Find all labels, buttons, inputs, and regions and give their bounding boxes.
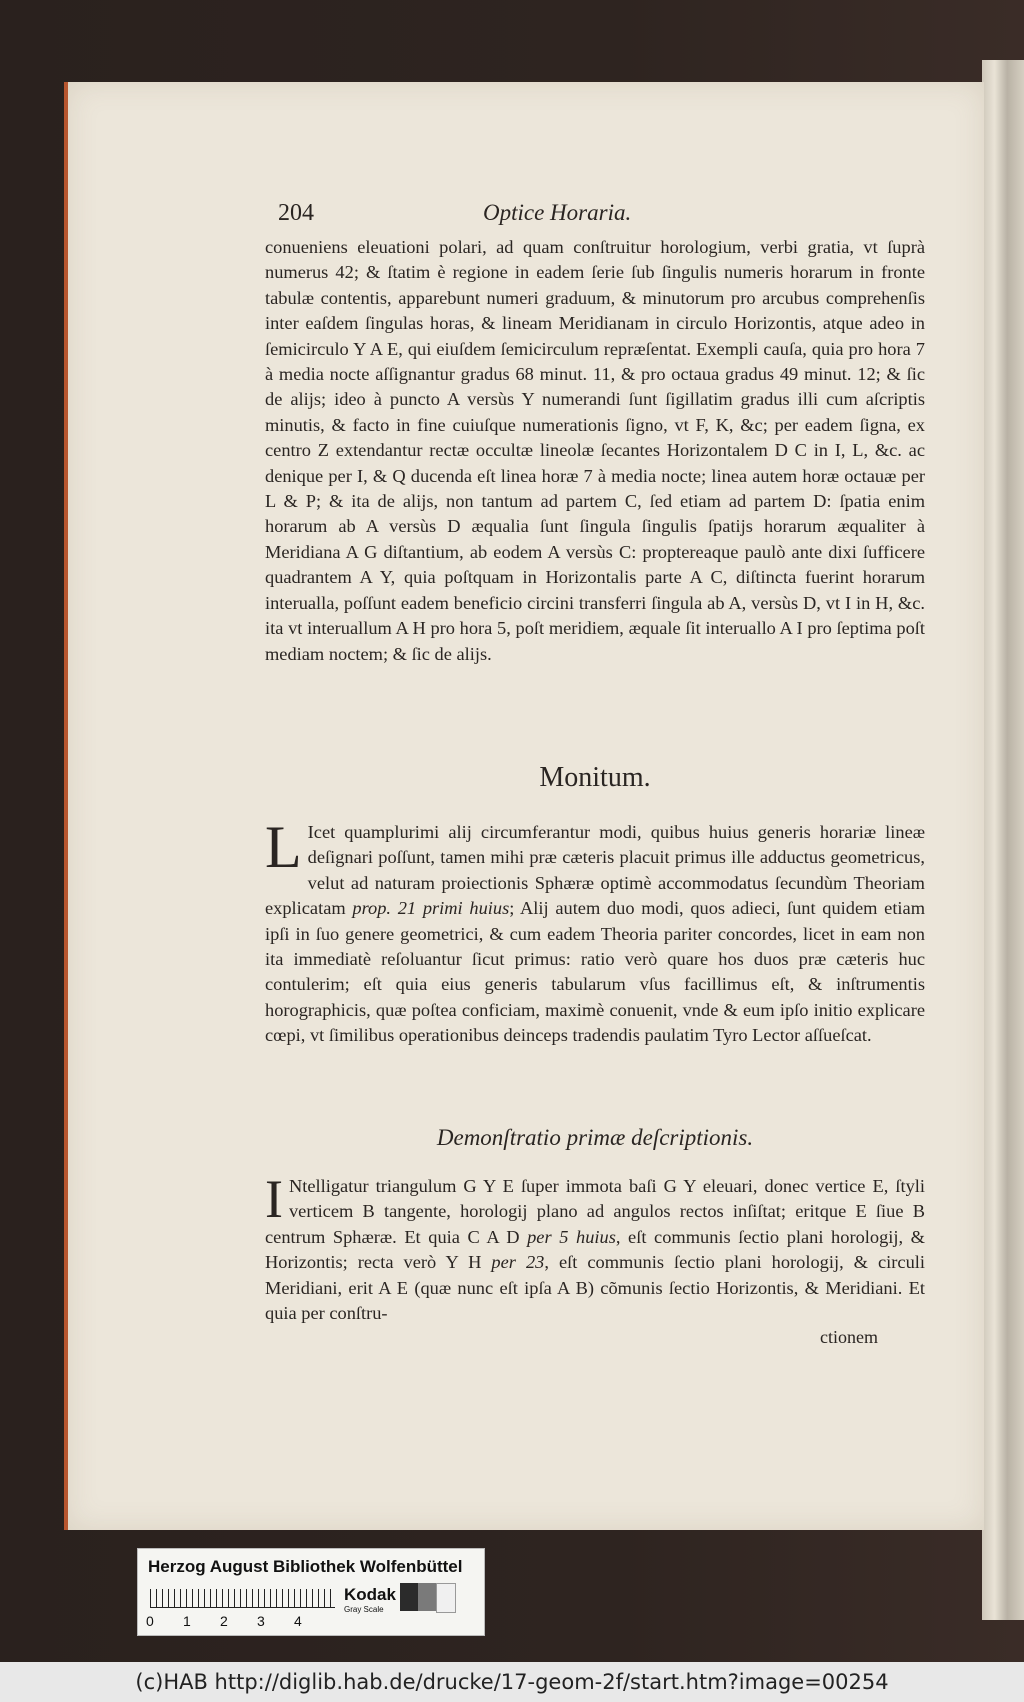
demonstratio-text-1: Ntelligatur triangulum G Y E ſuper immota baſi G Y eleuari, donec vertice E, ſtyli verticem B tangente, horologij plano ad angulos rectos inſiſtat; eritque E ſiue B centrum Sphæræ. Et quia C A D <box>265 1176 925 1247</box>
footer-text: (c)HAB http://diglib.hab.de/drucke/17-geom-2f/start.htm?image=00254 <box>135 1670 889 1694</box>
paragraph-tabula <box>265 235 925 667</box>
demonstratio-text-2: , eſt communis ſectio plani horologij, & Horizontis; recta verò Y H <box>265 1226 925 1273</box>
gray-swatch <box>418 1583 436 1611</box>
adjacent-pages-edge <box>982 60 1024 1620</box>
ruler-number: 0 <box>146 1613 154 1629</box>
library-name: Herzog August Bibliothek Wolfenbüttel <box>148 1557 463 1576</box>
paragraph-demonstratio <box>265 1169 925 1326</box>
library-color-label <box>137 1548 485 1636</box>
gray-swatch <box>436 1583 456 1613</box>
scale-ruler <box>150 1589 335 1608</box>
demonstratio-text-3: , eſt communis ſectio plani horologij, & circuli Meridiani, erit A E (quæ nunc eſt ipſa A B) cõmunis ſectio Horizontis, & Meridiani. Et quia per conſtru- <box>265 1252 925 1324</box>
paragraph-monitum <box>265 814 926 1049</box>
monitum-heading: Monitum. <box>539 762 651 793</box>
gray-scale-label: Gray Scale <box>344 1605 384 1614</box>
catchword: ctionem <box>820 1327 878 1347</box>
dropcap-l: L <box>265 814 302 880</box>
paragraph-text: conueniens eleuationi polari, ad quam conſtruitur horologium, verbi gratia, vt ſuprà numerus 42; & ſtatim è regione in eadem ſerie ſub ſingulis numeris horarum in fronte tabulæ contentis, apparebunt numeri graduum, & minutorum pro arcubus comprehenſis inter eaſdem ſingulas horas, & lineam Meridianam in circulo Horizontis, atque adeo in ſemicirculo Y A E, qui eiuſdem ſemicirculum repræſentat. Exempli cauſa, quia pro hora 7 à media nocte aſſignantur gradus 68 minut. 11, & pro octaua gradus 49 minut. 12; & ſic de alijs; ideo à puncto A versùs Y numerandi ſunt ſigillatim gradus illi cum aſcriptis minutis, & facto in fine cuiuſque numerationis ſigno, vt F, K, &c; per eadem ſigna, ex centro Z extendantur rectæ occultæ lineolæ ſecantes Horizontalem D C in I, L, &c. ac denique per I, & Q ducenda eſt linea horæ 7 à media nocte; linea autem horæ octauæ per L & P; & ita de alijs, non tantum ad partem C, ſed etiam ad partem D: ſpatia enim horarum ab A versùs D æqualia ſunt ſingula ſingulis ſpatijs horarum æqualiter à Meridiana A G diſtantium, ab eodem A versùs C: proptereaque paulò ante dixi ſufficere quadrantem A Y, quia poſtquam in Horizontalis parte A C, diſtincta fuerint horarum interualla, poſſunt eadem beneficio circini transferri ſingula ab A, versùs D, vt I in H, &c. ita vt interuallum A H pro hora 5, poſt meridiem, æquale ſit interuallo A I pro ſeptima poſt mediam noctem; & ſic de alijs. <box>265 237 925 664</box>
running-title: Optice Horaria. <box>483 200 632 225</box>
page-number: 204 <box>278 200 314 226</box>
ruler-number: 3 <box>257 1613 265 1629</box>
ruler-number: 2 <box>220 1613 228 1629</box>
ruler-number: 4 <box>294 1613 302 1629</box>
demonstratio-heading: Demonſtratio primæ deſcriptionis. <box>436 1125 754 1150</box>
dropcap-i: I <box>265 1169 283 1229</box>
gray-swatch <box>400 1583 418 1611</box>
monitum-text-2: ; Alij autem duo modi, quos adieci, ſunt quidem etiam ipſi in ſuo genere geometrici, & cum eadem Theoria pariter concordes, licet in eam non ita immediatè reſoluantur ſicut primus: ratio verò quare hos duos præ cæteris huc contulerim; eſt quia eius generis tabularum vſus facillimus eſt, & inſtrumentis horographicis, quæ poſtea conficiam, maximè conuenit, vnde & eum ipſo initio explicare cœpi, vt ſimilibus operationibus deinceps tradendis paulatim Tyro Lector aſſueſcat. <box>265 898 926 1046</box>
monitum-reference: prop. 21 primi huius <box>352 898 510 919</box>
gray-scale-swatches <box>400 1583 456 1611</box>
demonstratio-reference-1: per 5 huius <box>527 1226 616 1247</box>
ruler-number: 1 <box>183 1613 191 1629</box>
kodak-logo: Kodak <box>344 1585 396 1604</box>
monitum-text-1: Icet quamplurimi alij circumferantur modi, quibus huius generis horariæ lineæ deſignari poſſunt, tamen mihi præ cæteris placuit primus ille adductus geometricus, velut ad naturam proiectionis Sphæræ optimè accommodatus ſecundùm Theoriam explicatam <box>265 822 925 919</box>
demonstratio-reference-2: per 23 <box>491 1252 545 1273</box>
copyright-footer <box>0 1662 1024 1702</box>
